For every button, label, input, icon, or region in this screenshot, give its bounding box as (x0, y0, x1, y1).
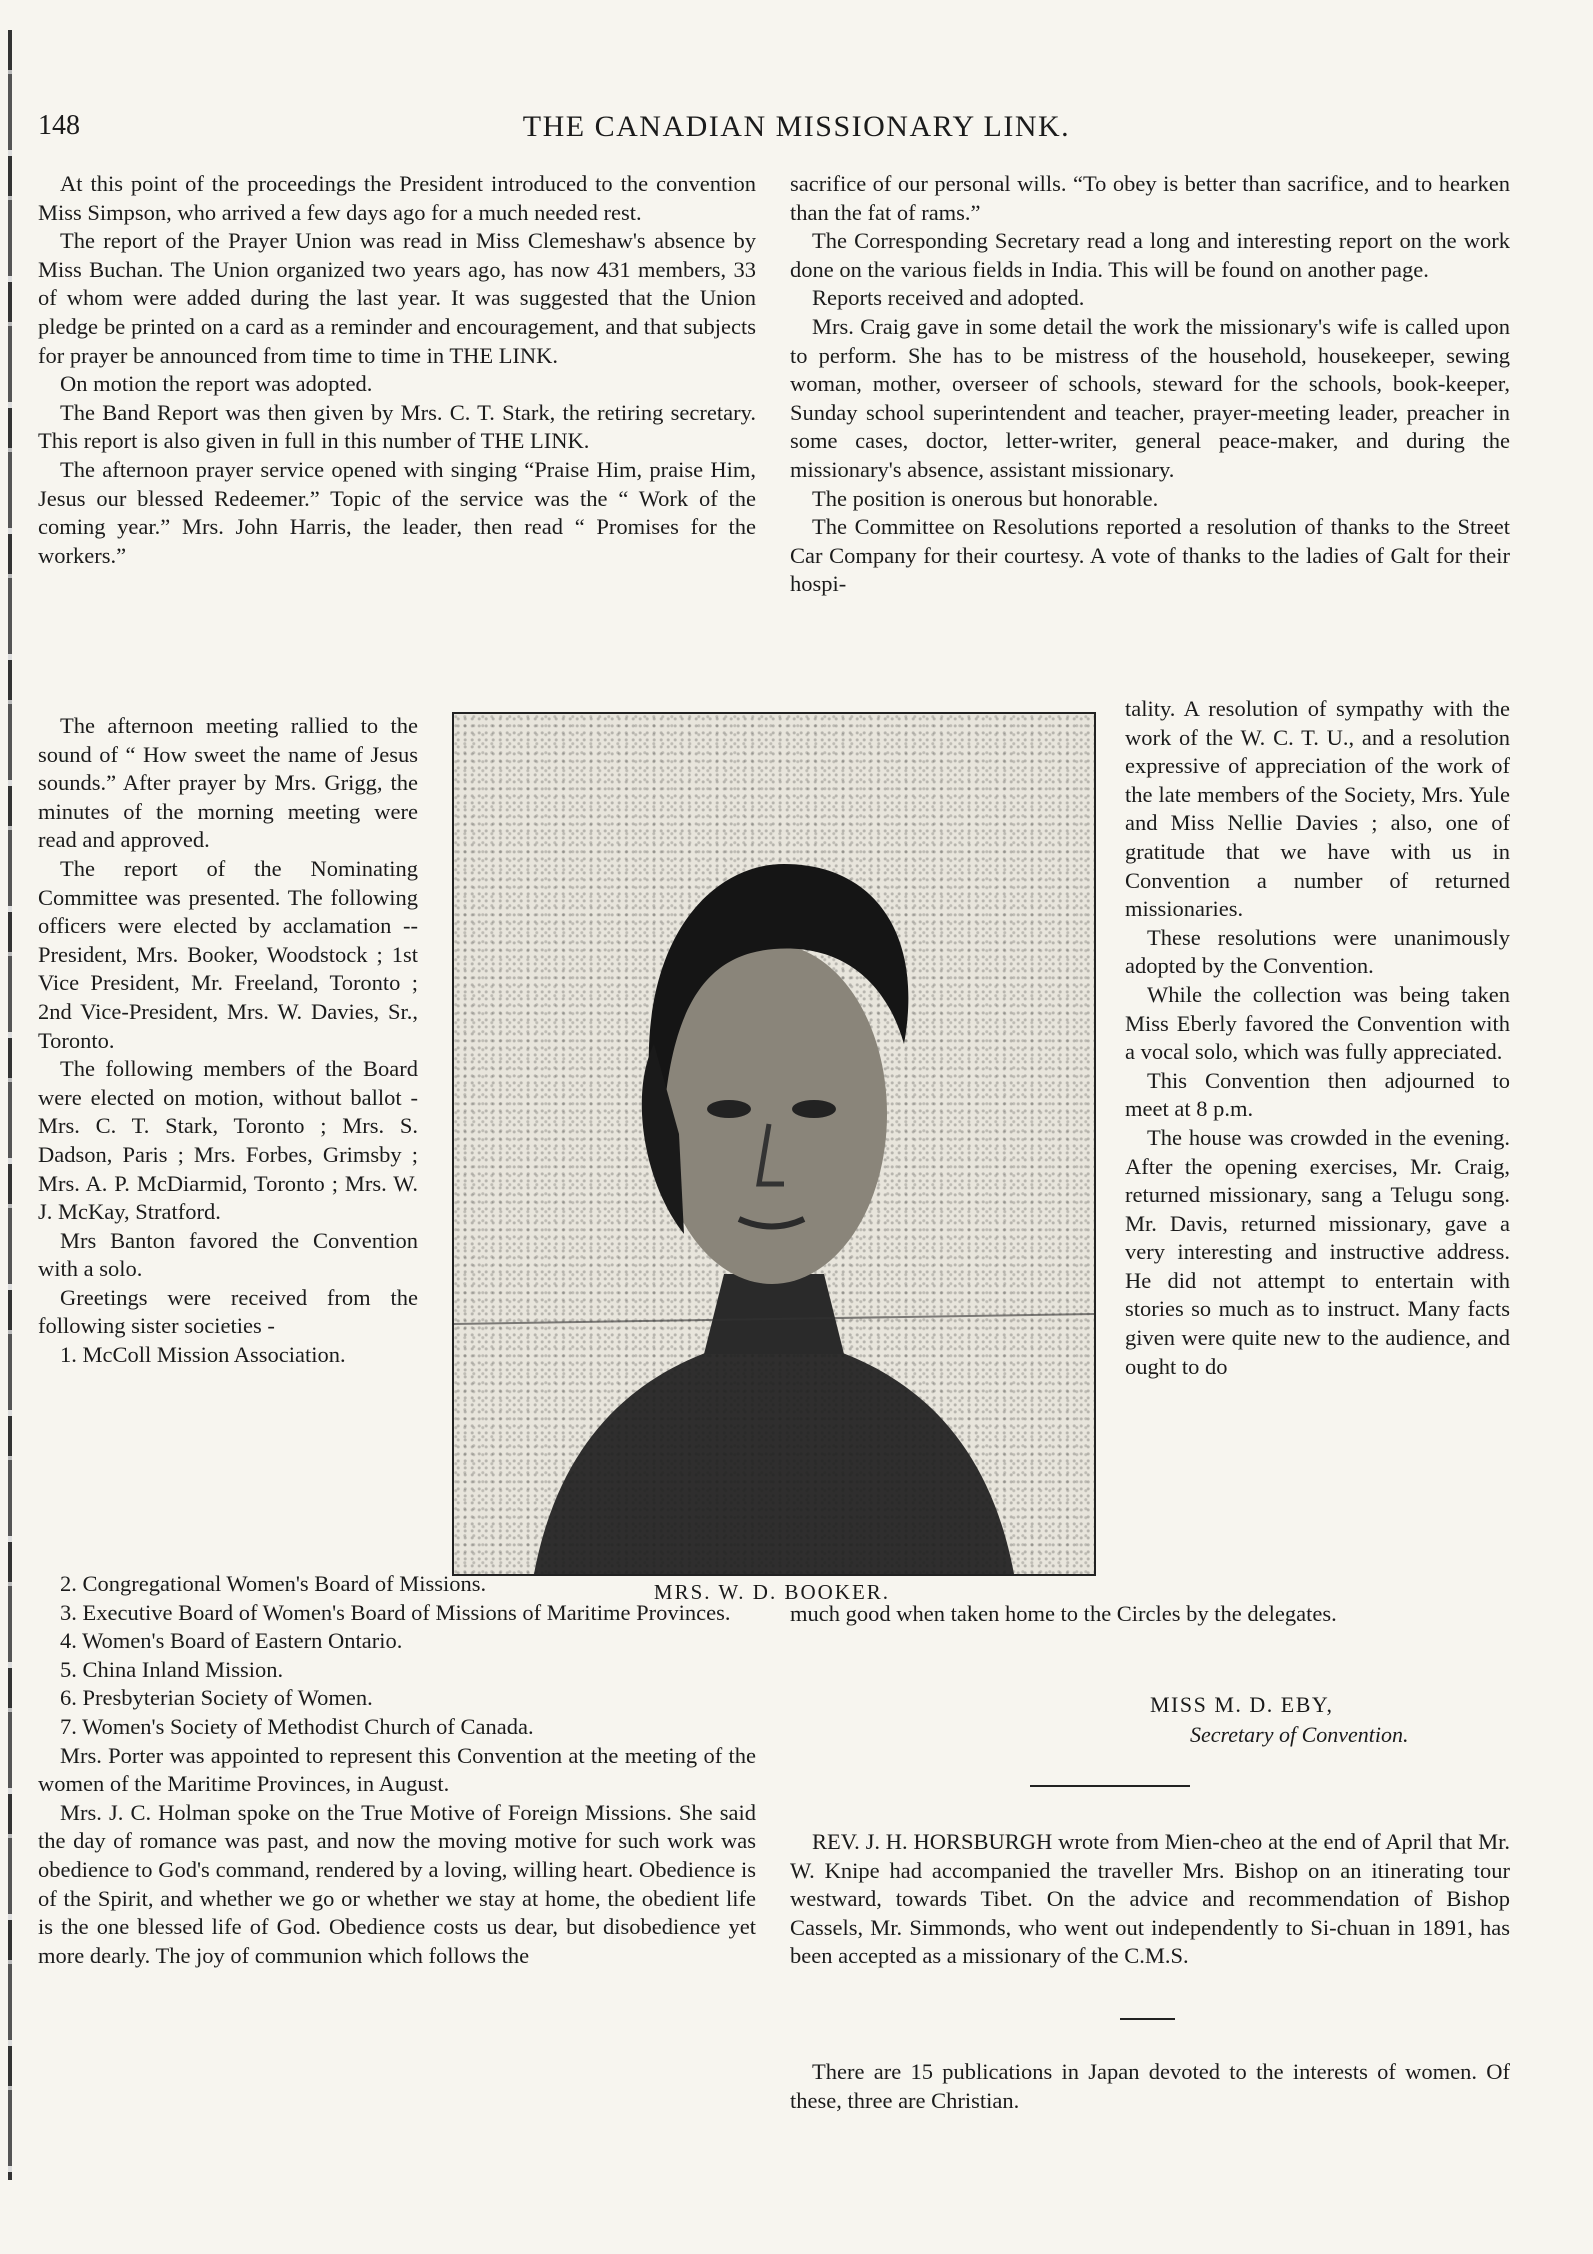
paragraph: The Committee on Resolutions reported a resolution of thanks to the Street Car Company for their courtesy. A vote of thanks to the ladies of Galt for their hospi- (790, 514, 1510, 597)
list-item: 1. McColl Mission Association. (60, 1342, 346, 1368)
paragraph: much good when taken home to the Circles by the delegates. (790, 1601, 1337, 1626)
photo-caption: MRS. W. D. BOOKER. (653, 1580, 891, 1604)
paragraph: The report of the Prayer Union was read in Miss Clemeshaw's absence by Miss Buchan. The Union organized two years ago, has now 431 members, 33 of whom were added during the last year. It was suggested that the Union pledge be printed on a card as a reminder and encouragement, and that subjects for prayer be announced from time to time in THE LINK. (38, 228, 756, 368)
paragraph: The report of the Nominating Committee was presented. The following officers were elected by acclamation -- President, Mrs. Booker, Woodstock ; 1st Vice President, Mr. Freeland, Toronto ; 2nd Vice-President, Mrs. W. Davies, Sr., Toronto. (38, 855, 418, 1053)
news-paragraph: There are 15 publications in Japan devoted to the interests of women. Of these, three are Christian. (790, 2059, 1510, 2113)
paragraph: Reports received and adopted. (812, 285, 1085, 311)
list-item: 3. Executive Board of Women's Board of Missions of Maritime Provinces. (60, 1599, 731, 1625)
paragraph: These resolutions were unanimously adopted by the Convention. (1125, 924, 1510, 979)
paragraph: sacrifice of our personal wills. “To obey is better than sacrifice, and to hearken than the fat of rams.” (790, 171, 1510, 225)
list-item: 4. Women's Board of Eastern Ontario. (60, 1628, 403, 1654)
societies-list (38, 1570, 756, 1742)
list-item: 6. Presbyterian Society of Women. (60, 1685, 373, 1711)
paragraph: Mrs. Porter was appointed to represent this Convention at the meeting of the women of the Maritime Provinces, in August. (38, 1742, 756, 1797)
portrait-photo (452, 712, 1096, 1576)
list-item: 2. Congregational Women's Board of Missions. (60, 1571, 487, 1596)
paragraph: The following members of the Board were elected on motion, without ballot -Mrs. C. T. Stark, Toronto ; Mrs. S. Dadson, Paris ; Mrs. Forbes, Grimsby ; Mrs. A. P. McDiarmid, Toronto ; Mrs. W. J. McKay, Stratford. (38, 1056, 418, 1225)
paragraph: At this point of the proceedings the President introduced to the convention Miss Simpson, who arrived a few days ago for a much needed rest. (38, 171, 756, 225)
section-divider (1030, 1785, 1190, 1787)
paragraph: While the collection was being taken Miss Eberly favored the Convention with a vocal solo, which was fully appreciated. (1125, 981, 1510, 1065)
paragraph: The Corresponding Secretary read a long and interesting report on the work done on the various fields in India. This will be found on another page. (790, 228, 1510, 282)
paragraph: Mrs. Craig gave in some detail the work the missionary's wife is called upon to perform. She has to be mistress of the household, housekeeper, sewing woman, mother, overseer of schools, steward for the schools, book-keeper, Sunday school superintendent and teacher, prayer-meeting leader, preacher in some cases, doctor, letter-writer, general peace-maker, and during the missionary's absence, assistant missionary. (790, 313, 1510, 482)
left-column-narrow (38, 712, 418, 1370)
signature-name: MISS M. D. EBY, (1150, 1692, 1334, 1717)
page-header (0, 110, 1593, 150)
left-column-top (38, 170, 756, 570)
masthead: THE CANADIAN MISSIONARY LINK. (522, 110, 1071, 143)
paragraph: The house was crowded in the evening. After the opening exercises, Mr. Craig, returned missionary, sang a Telugu song. Mr. Davis, returned missionary, gave a very interesting and instructive address. He did not attempt to entertain with stories so much as to instruct. Many facts given were quite new to the audience, and ought to do (1125, 1124, 1510, 1379)
page-number: 148 (38, 110, 80, 141)
right-column-notes (790, 1828, 1510, 1971)
right-column-final (790, 2058, 1510, 2115)
scan-edge (8, 30, 12, 2180)
right-column-top (790, 170, 1510, 599)
list-item: 7. Women's Society of Methodist Church of Canada. (60, 1713, 534, 1739)
paragraph: tality. A resolution of sympathy with the work of the W. C. T. U., and a resolution expressive of appreciation of the work of the late members of the Society, Mrs. Yule and Miss Nellie Davies ; also, one of gratitude that we have with us in Convention a number of returned missionaries. (1125, 696, 1510, 922)
left-column-bottom (38, 1570, 756, 1970)
portrait-illustration (454, 714, 1094, 1574)
paragraph: The afternoon meeting rallied to the sound of “ How sweet the name of Jesus sounds.” After prayer by Mrs. Grigg, the minutes of the morning meeting were read and approved. (38, 713, 418, 853)
paragraph: The position is onerous but honorable. (812, 485, 1159, 511)
list-item: 5. China Inland Mission. (60, 1656, 284, 1682)
paragraph: On motion the report was adopted. (60, 371, 373, 397)
paragraph: Greetings were received from the following sister societies - (38, 1284, 418, 1339)
paragraph: Mrs Banton favored the Convention with a solo. (38, 1227, 418, 1282)
paragraph: This Convention then adjourned to meet at 8 p.m. (1125, 1067, 1510, 1122)
right-column-bottom (790, 1600, 1510, 1629)
paragraph: The Band Report was then given by Mrs. C. T. Stark, the retiring secretary. This report is also given in full in this number of THE LINK. (38, 399, 756, 454)
signature-title: Secretary of Convention. (1190, 1722, 1409, 1747)
section-divider (1120, 2018, 1175, 2020)
news-paragraph: REV. J. H. HORSBURGH wrote from Mien-cheo at the end of April that Mr. W. Knipe had accompanied the traveller Mrs. Bishop on an itinerating tour westward, towards Tibet. On the advice and recommendation of Bishop Cassels, Mr. Simmonds, who went out independently to Si-chuan in 1891, has been accepted as a missionary of the C.M.S. (790, 1829, 1510, 1969)
right-column-narrow (1125, 695, 1510, 1381)
paragraph: Mrs. J. C. Holman spoke on the True Motive of Foreign Missions. She said the day of romance was past, and now the moving motive for such work was obedience to God's command, rendered by a loving, willing heart. Obedience is of the Spirit, and whether we go or whether we stay at home, the obedient life is the one blessed life of God. Obedience costs us dear, but disobedience yet more dearly. The joy of communion which follows the (38, 1799, 756, 1968)
paragraph: The afternoon prayer service opened with singing “Praise Him, praise Him, Jesus our blessed Redeemer.” Topic of the service was the “ Work of the coming year.” Mrs. John Harris, the leader, then read “ Promises for the workers.” (38, 456, 756, 568)
signature-block (1150, 1690, 1510, 1750)
